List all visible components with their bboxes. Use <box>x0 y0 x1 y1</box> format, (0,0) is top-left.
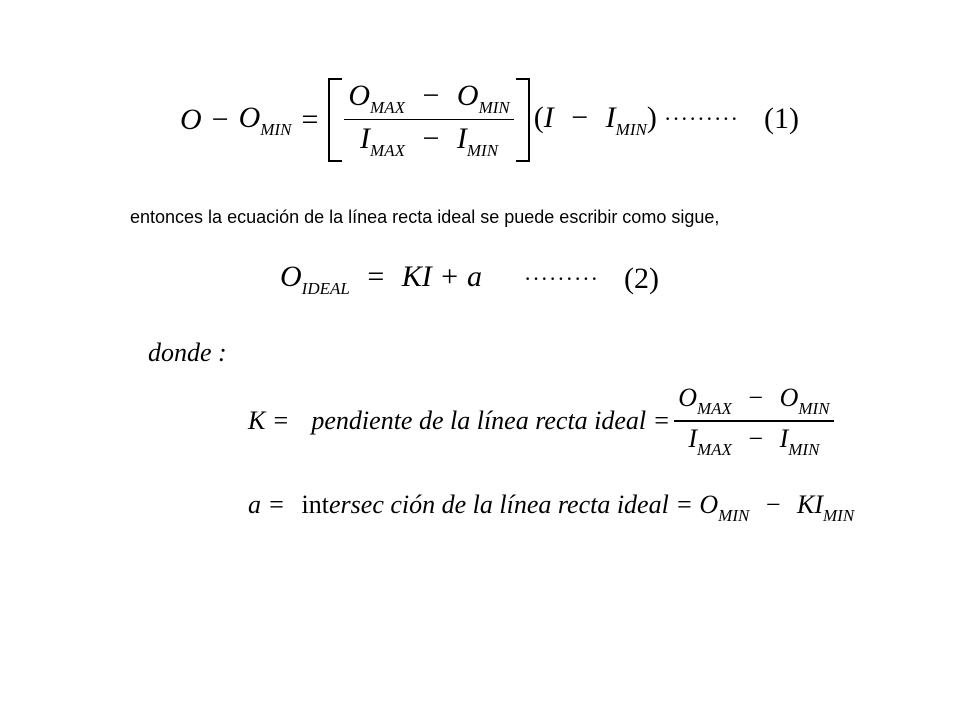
left-bracket <box>328 78 342 162</box>
equation-1 <box>180 78 657 162</box>
eq1-denominator: $I_{MAX} - I_{MIN}$ <box>360 122 499 161</box>
k-lhs: K = <box>248 406 290 436</box>
k-numerator: $O_{MAX} - O_{MIN}$ <box>678 383 830 418</box>
eq1-number: (1) <box>764 102 799 135</box>
a-lhs: a = <box>248 490 286 519</box>
eq1-numerator: $O_{MAX} - O_{MIN}$ <box>348 78 510 117</box>
equation-2: $O_{IDEAL}$ = KI + a <box>280 260 483 298</box>
donde-label: donde : <box>148 338 227 367</box>
eq1-equals: = <box>301 103 319 136</box>
eq1-paren-term: $(I - I_{MIN})$ <box>533 100 657 139</box>
eq1-fraction <box>344 78 513 161</box>
eq1-dots: ········· <box>664 106 739 131</box>
k-text: pendiente de la línea recta ideal = <box>311 406 671 436</box>
eq1-minus: − <box>211 103 229 136</box>
eq2-dots: ········· <box>524 266 599 291</box>
eq1-bracket-group <box>328 78 529 162</box>
right-bracket <box>516 78 530 162</box>
k-fraction <box>674 385 833 458</box>
k-denominator: $I_{MAX} - I_{MIN}$ <box>688 423 820 459</box>
definition-k <box>248 385 834 458</box>
eq2-number: (2) <box>624 262 659 295</box>
eq1-lhs-o: O <box>180 103 202 136</box>
definition-a: a = intersec ción de la línea recta ideal = $O_{MIN} - KI_{MIN}$ <box>248 490 855 525</box>
a-int: int <box>301 490 329 519</box>
a-text: ersec ción de la línea recta ideal = <box>329 490 693 519</box>
eq1-o-min: $O_{MIN}$ <box>238 100 292 139</box>
eq2-rhs: KI + a <box>401 260 483 293</box>
body-sentence: entonces la ecuación de la línea recta ideal se puede escribir como sigue, <box>130 207 720 227</box>
